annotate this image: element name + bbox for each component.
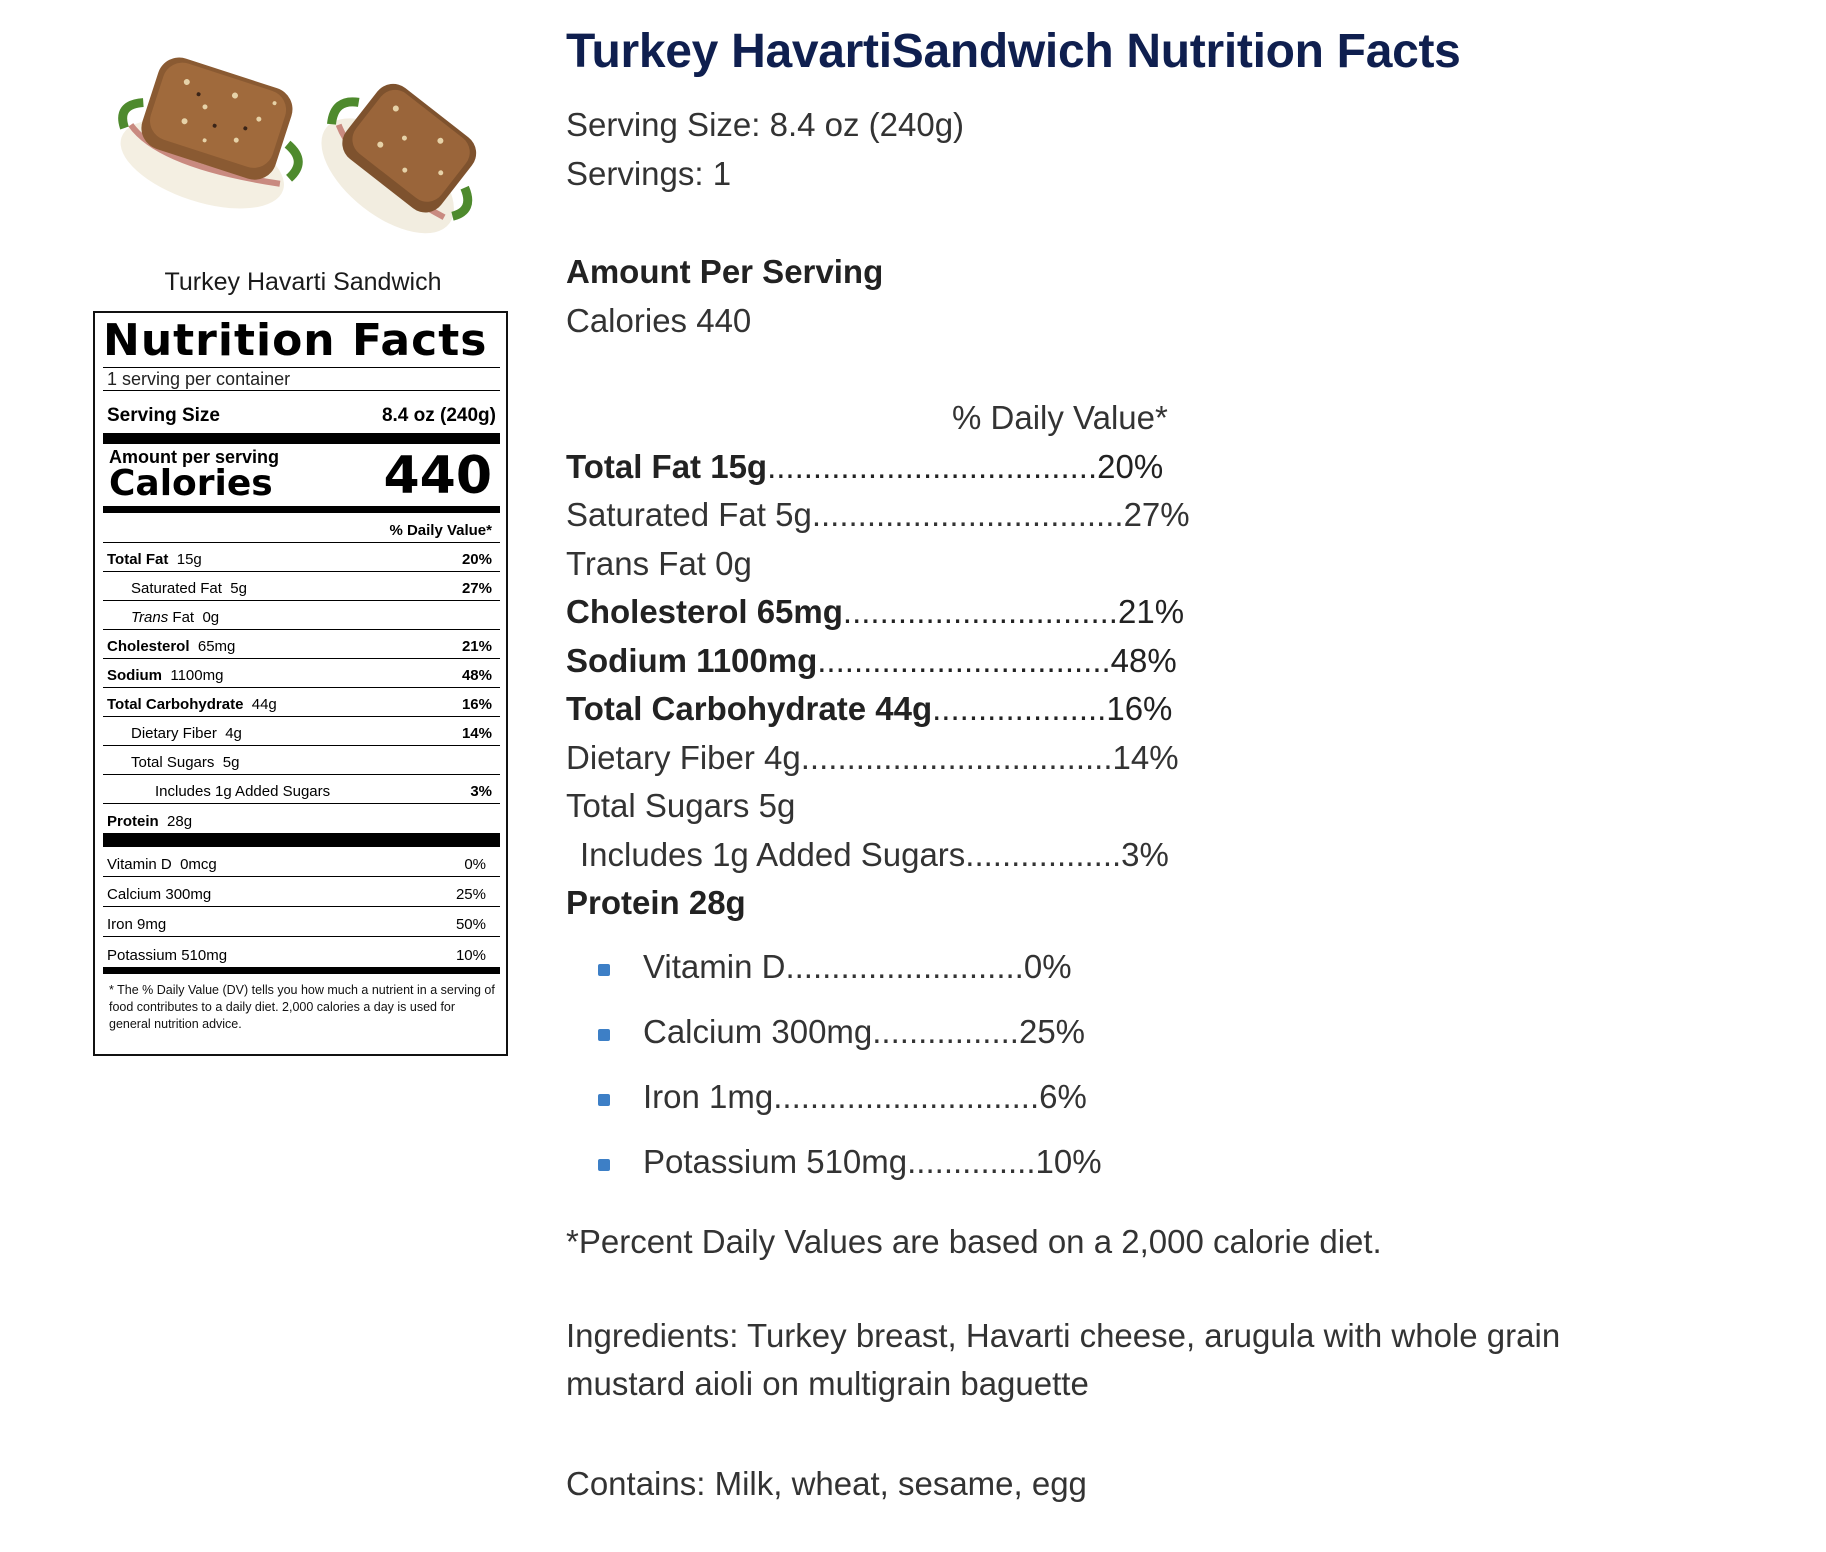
potassium-item: Potassium 510mg .............. 10% — [643, 1143, 1102, 1180]
nutrient-dietary-fiber: Dietary Fiber 4g .................................. 14% — [566, 739, 1179, 776]
nutrient-cholesterol: Cholesterol 65mg .............................. 21% — [566, 593, 1185, 630]
vitamin-d-item: Vitamin D .......................... 0% — [643, 948, 1072, 985]
servings-per-container: 1 serving per container — [107, 369, 291, 389]
serving-size-label: Serving Size — [107, 405, 220, 426]
footnote-divider — [103, 967, 500, 974]
daily-value-header: % Daily Value* — [103, 513, 500, 543]
nutrient-added-sugars: Includes 1g Added Sugars ................. 3% — [580, 836, 1169, 873]
nutrient-total-sugars: Total Sugars 5g — [566, 787, 796, 824]
allergens-text: Contains: Milk, wheat, sesame, egg — [566, 1465, 1087, 1502]
nutrient-total-carbohydrate: Total Carbohydrate 44g ................... 16% — [566, 690, 1173, 727]
serving-size-value: 8.4 oz (240g) — [381, 405, 496, 426]
vitamin-divider — [103, 833, 500, 847]
label-iron: Iron 9mg 50% — [103, 907, 500, 937]
nutrient-protein: Protein 28g — [566, 884, 746, 921]
label-row-cholesterol: Cholesterol 65mg 21% — [103, 630, 500, 659]
serving-size-text: Serving Size: 8.4 oz (240g) — [566, 106, 965, 143]
nutrient-saturated-fat: Saturated Fat 5g .................................. 27% — [566, 496, 1190, 533]
calories-value: 440 — [383, 446, 492, 506]
nutrition-facts-label — [93, 311, 508, 1056]
label-row-added-sugars: Includes 1g Added Sugars 3% — [103, 775, 500, 804]
bullet-icon — [598, 1029, 610, 1041]
label-row-trans-fat: Trans Fat 0g — [103, 601, 500, 630]
calories-label: Calories — [109, 463, 273, 504]
label-row-total-fat: Total Fat 15g 20% — [103, 543, 500, 572]
bullet-icon — [598, 1159, 610, 1171]
photo-caption: Turkey Havarti Sandwich — [164, 268, 442, 296]
label-row-protein: Protein 28g — [107, 813, 193, 830]
label-row-total-sugars: Total Sugars 5g — [103, 746, 500, 775]
calories-text: Calories 440 — [566, 302, 752, 339]
bullet-icon — [598, 1094, 610, 1106]
serving-size-row — [103, 390, 500, 433]
sandwich-photo — [100, 30, 500, 270]
amount-per-serving-heading: Amount Per Serving — [566, 253, 884, 290]
label-row-dietary-fiber: Dietary Fiber 4g 14% — [103, 717, 500, 746]
nutrient-trans-fat: Trans Fat 0g — [566, 545, 752, 582]
label-row-sodium: Sodium 1100mg 48% — [103, 659, 500, 688]
medium-divider — [103, 506, 500, 513]
thick-divider — [103, 433, 500, 444]
page-title: Turkey HavartiSandwich Nutrition Facts — [566, 25, 1461, 78]
label-footnote: * The % Daily Value (DV) tells you how much a nutrient in a serving of food contributes to a daily diet. 2,000 calories a day is used for general nutrition advice. — [109, 983, 495, 1031]
label-vitamin-d: Vitamin D 0mcg 0% — [103, 847, 500, 877]
daily-value-heading: % Daily Value* — [952, 399, 1168, 436]
calcium-item: Calcium 300mg ................ 25% — [643, 1013, 1086, 1050]
label-potassium: Potassium 510mg 10% — [107, 947, 486, 964]
calories-block — [103, 444, 500, 506]
bullet-icon — [598, 964, 610, 976]
ingredients-text: Ingredients: Turkey breast, Havarti cheese, arugula with whole grain mustard aioli on multigrain baguette — [566, 1317, 1561, 1402]
servings-text: Servings: 1 — [566, 155, 732, 192]
label-row-total-carbohydrate: Total Carbohydrate 44g 16% — [103, 688, 500, 717]
iron-item: Iron 1mg ............................. 6% — [643, 1078, 1087, 1115]
nutrient-total-fat: Total Fat 15g .................................... 20% — [566, 448, 1164, 485]
amount-per-serving: Amount per serving — [109, 447, 280, 467]
label-calcium: Calcium 300mg 25% — [103, 877, 500, 907]
nutrient-sodium: Sodium 1100mg ................................ 48% — [566, 642, 1177, 679]
label-row-saturated-fat: Saturated Fat 5g 27% — [103, 572, 500, 601]
daily-value-note: *Percent Daily Values are based on a 2,000 calorie diet. — [566, 1223, 1382, 1260]
label-title: Nutrition Facts — [103, 315, 488, 366]
